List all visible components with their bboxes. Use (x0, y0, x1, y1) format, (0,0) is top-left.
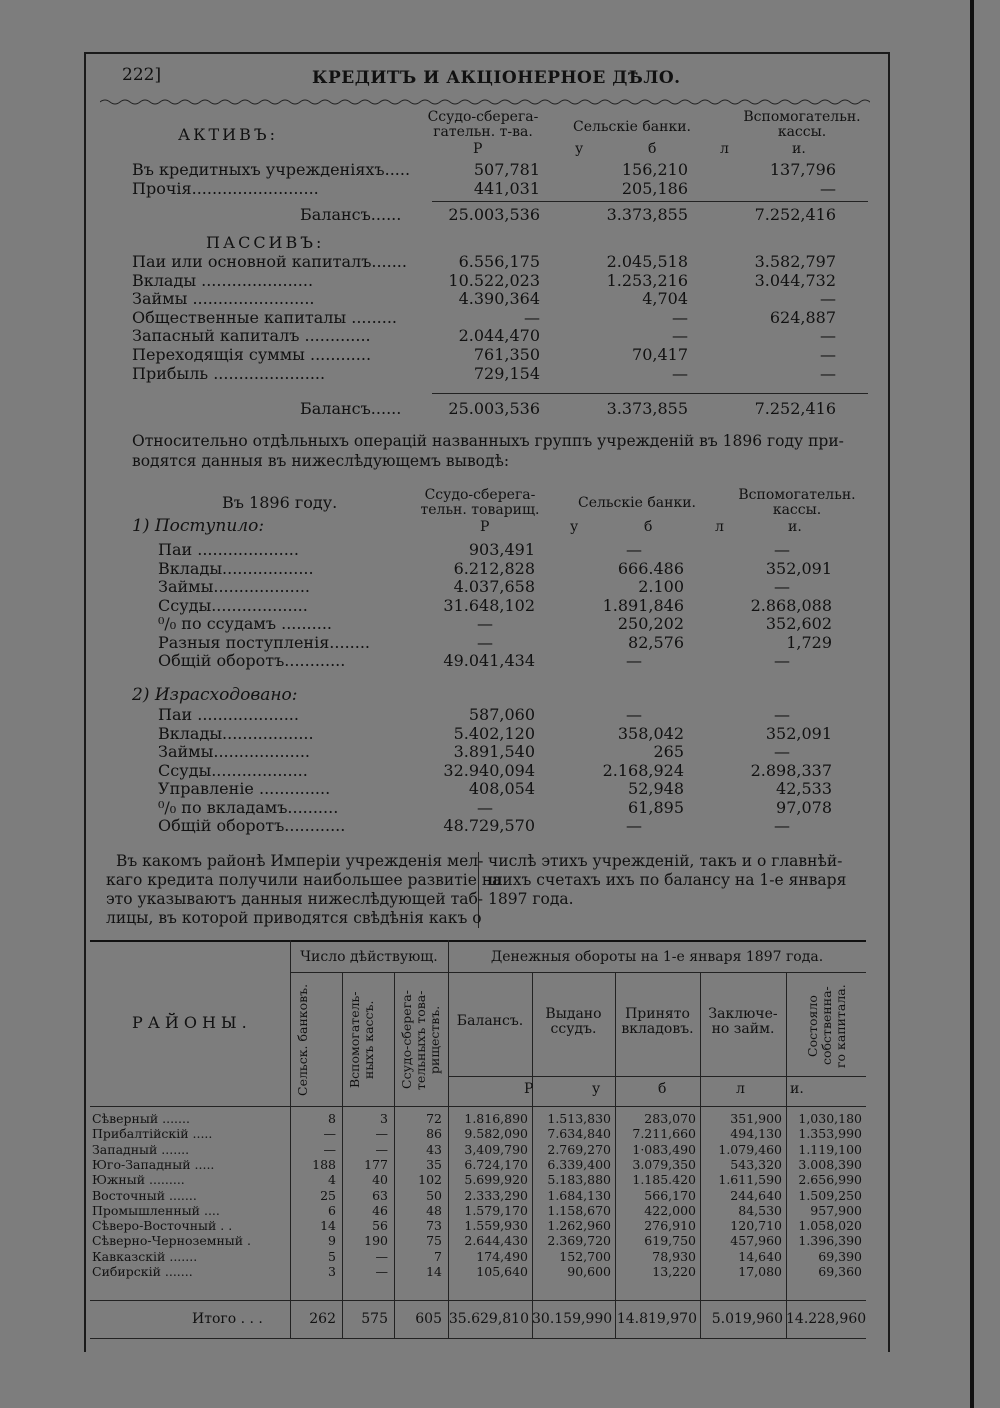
aktiv-row-value: 441,031 (473, 179, 540, 198)
ops-received-row-value: 2.868,088 (750, 595, 832, 615)
region-row-money: 566,170 (644, 1187, 696, 1203)
passiv-row-label: Займы ........................ (132, 289, 315, 309)
currency-letter: л (720, 141, 729, 157)
passiv-row-value: 1.253,216 (606, 270, 688, 290)
count-col-header: Ссудо-сберега- тельныхъ това- риществъ. (399, 990, 442, 1090)
aktiv-label: АКТИВЪ: (178, 125, 278, 144)
ops-received-row-value: — (774, 540, 790, 559)
region-row-money: 2.656,990 (798, 1172, 862, 1188)
total-money: 30.159,990 (532, 1311, 613, 1327)
region-row-name: Сѣверо-Восточный . . (92, 1218, 233, 1234)
text-left-1: Въ какомъ районѣ Имперіи учрежденія мел- (116, 852, 484, 870)
ops-received-row-value: 49.041,434 (443, 651, 535, 670)
total-money: 5.019,960 (711, 1311, 783, 1327)
region-row-money: 1.079,460 (718, 1141, 782, 1157)
ops-received-row-label: Ссуды................... (158, 595, 308, 615)
ops-received-row-value: 352,602 (765, 614, 832, 633)
region-row-count: 190 (364, 1233, 388, 1249)
region-row-money: 105,640 (476, 1264, 528, 1279)
ops-col-header: Сельскіе банки. (578, 495, 696, 511)
region-row-count: — (375, 1248, 388, 1264)
region-row-money: 1.509,250 (798, 1187, 862, 1203)
currency-letter: у (592, 1081, 601, 1097)
passiv-row-value: 6.556,175 (458, 252, 540, 271)
page-number: 222] (122, 65, 162, 85)
passiv-row-value: 624,887 (769, 307, 836, 327)
page-title: КРЕДИТЪ И АКЦІОНЕРНОЕ ДѢЛО. (312, 68, 681, 88)
ops-received-row-value: 82,576 (628, 632, 684, 652)
aktiv-row-value: 507,781 (473, 160, 540, 179)
ops-received-row-label: Займы................... (158, 577, 310, 596)
passiv-total-label: Балансъ...... (300, 399, 402, 418)
ops-col-header: Ссудо-сберега- (424, 487, 536, 503)
total-top-rule (90, 1300, 866, 1301)
region-row-money: 1·083,490 (632, 1141, 696, 1157)
passiv-row-value: 2.045,518 (606, 252, 688, 271)
currency-letter: б (648, 141, 657, 157)
ops-received-row-value: — (626, 651, 642, 670)
region-row-money: 1.058,020 (798, 1218, 862, 1234)
region-row-count: 3 (380, 1111, 388, 1126)
ops-spent-row-value: 3.891,540 (453, 742, 535, 761)
ops-received-row-label: ⁰/₀ по ссудамъ .......... (158, 614, 332, 633)
ops-received-row-label: Вклады.................. (158, 558, 314, 578)
region-row-count: 6 (328, 1202, 336, 1218)
region-row-count: — (375, 1264, 388, 1279)
total-count: 605 (415, 1311, 442, 1327)
passiv-total-value: 3.373,855 (606, 399, 688, 418)
currency-letter: б (644, 519, 653, 535)
money-col-header: вкладовъ. (621, 1021, 694, 1037)
region-row-money: 2.369,720 (547, 1233, 611, 1249)
region-row-count: 56 (372, 1218, 388, 1234)
region-row-count: — (323, 1141, 336, 1157)
region-row-money: 5.699,920 (464, 1172, 528, 1188)
region-row-count: 25 (320, 1187, 336, 1203)
currency-rule (448, 1076, 866, 1077)
page-frame-top (84, 52, 890, 54)
text-left-3: это указываютъ данныя нижеслѣдующей таб- (106, 890, 484, 908)
region-row-money: 3.079,350 (632, 1156, 696, 1172)
aktiv-total-value: 7.252,416 (754, 205, 836, 224)
passiv-row-value: 761,350 (473, 345, 540, 364)
region-row-money: 7.634,840 (547, 1126, 611, 1142)
region-row-name: Прибалтійскій ..... (92, 1126, 213, 1142)
group-header-rule (290, 972, 866, 973)
currency-letter: и. (788, 519, 802, 535)
ops-spent-row-value: 5.402,120 (453, 723, 535, 743)
passiv-row-value: 4,704 (642, 289, 688, 309)
book-edge (970, 0, 974, 1408)
region-row-money: 276,910 (644, 1218, 696, 1234)
ops-received-row-value: 4.037,658 (453, 577, 535, 596)
ops-spent-row-label: Паи .................... (158, 705, 299, 724)
region-row-name: Сѣверно-Черноземный . (92, 1233, 252, 1249)
region-row-count: 46 (372, 1202, 388, 1218)
region-row-money: 69,390 (818, 1248, 862, 1264)
ops-spent-row-value: — (774, 816, 790, 835)
region-row-name: Кавказскій ....... (92, 1248, 198, 1264)
ops-received-row-value: 31.648,102 (443, 595, 535, 615)
region-row-count: 9 (328, 1233, 336, 1249)
region-row-money: 1.513,830 (547, 1111, 611, 1126)
region-row-count: 40 (372, 1172, 388, 1188)
region-row-money: 1.262,960 (547, 1218, 611, 1234)
ops-spent-row-value: — (626, 705, 642, 724)
region-row-count: 86 (426, 1126, 442, 1142)
region-row-money: 494,130 (730, 1126, 782, 1142)
ops-received-row-value: — (626, 540, 642, 559)
currency-letter: Р (524, 1081, 534, 1097)
region-row-money: 543,320 (730, 1156, 782, 1172)
region-row-money: 1.158,670 (547, 1202, 611, 1218)
region-row-money: 6.339,400 (547, 1156, 611, 1172)
ops-spent-row-value: 2.898,337 (750, 760, 832, 780)
ops-year-label: Въ 1896 году. (222, 493, 338, 512)
passiv-row-value: — (820, 289, 836, 309)
passiv-label: ПАССИВЪ: (206, 233, 325, 252)
ops-received-row-label: Общій оборотъ............ (158, 651, 346, 670)
region-row-count: 7 (434, 1248, 442, 1264)
currency-letter: у (575, 141, 584, 157)
ops-spent-row-value: 61,895 (628, 797, 684, 817)
ops-section-spent: 2) Израсходовано: (132, 685, 298, 705)
currency-letter: Р (473, 141, 483, 157)
ops-spent-row-value: — (626, 816, 642, 835)
passiv-row-value: — (820, 326, 836, 346)
ops-spent-row-label: Общій оборотъ............ (158, 816, 346, 835)
total-count: 262 (309, 1311, 336, 1327)
region-row-name: Промышленный .... (92, 1202, 220, 1218)
passiv-row-label: Паи или основной капиталъ....... (132, 252, 407, 271)
header-bottom-rule (90, 1106, 866, 1107)
region-row-money: 2.644,430 (464, 1233, 528, 1249)
region-row-money: 3,409,790 (464, 1141, 528, 1157)
money-col-header: Принято (625, 1006, 690, 1022)
passiv-row-value: 3.582,797 (754, 252, 836, 271)
region-row-count: 50 (426, 1187, 442, 1203)
passiv-row-value: — (820, 363, 836, 383)
text-right-2: шихъ счетахъ ихъ по балансу на 1-е января (488, 871, 847, 889)
region-row-money: 422,000 (644, 1202, 696, 1218)
money-col-header: ссудъ. (550, 1021, 597, 1037)
page-frame-left (84, 52, 86, 1352)
aktiv-row-label: Въ кредитныхъ учрежденіяхъ..... (132, 160, 411, 179)
ops-spent-row-value: 587,060 (468, 705, 535, 724)
region-row-money: 1.611,590 (718, 1172, 782, 1188)
count-col-header: Сельск. банковъ. (295, 983, 310, 1097)
region-row-count: 72 (426, 1111, 442, 1126)
ops-spent-row-value: 2.168,924 (602, 760, 684, 780)
passiv-row-label: Запасный капиталъ ............. (132, 326, 371, 346)
ops-received-row-value: 1.891,846 (602, 595, 684, 615)
intro-line-2: водятся данныя въ нижеслѣдующемъ выводѣ: (132, 452, 510, 470)
region-row-money: 619,750 (644, 1233, 696, 1249)
region-row-count: — (323, 1126, 336, 1142)
money-col-header: но займ. (711, 1021, 775, 1037)
region-row-money: 1.185.420 (632, 1172, 696, 1188)
ops-spent-row-value: 265 (653, 742, 684, 761)
region-row-count: 102 (418, 1172, 442, 1188)
region-row-count: — (375, 1126, 388, 1142)
region-row-money: 1.579,170 (464, 1202, 528, 1218)
region-row-money: 1.816,890 (464, 1111, 528, 1126)
ops-spent-row-value: — (774, 705, 790, 724)
total-label: Итого . . . (192, 1311, 263, 1327)
intro-line-1: Относительно отдѣльныхъ операцій названныхъ группъ учрежденій въ 1896 году при- (132, 432, 844, 450)
ops-spent-row-label: Вклады.................. (158, 723, 314, 743)
region-row-count: 35 (426, 1156, 442, 1172)
passiv-row-value: 4.390,364 (458, 289, 540, 309)
total-count: 575 (361, 1311, 388, 1327)
region-row-name: Восточный ....... (92, 1187, 197, 1203)
balance-col-header: кассы. (777, 124, 827, 140)
currency-letter: б (658, 1081, 667, 1097)
currency-letter: и. (790, 1081, 804, 1097)
ops-received-row-value: — (477, 614, 493, 633)
region-row-money: 957,900 (810, 1202, 862, 1218)
region-row-money: 120,710 (730, 1218, 782, 1234)
aktiv-total-value: 3.373,855 (606, 205, 688, 224)
aktiv-row-value: 205,186 (621, 179, 688, 198)
aktiv-rule (432, 201, 868, 202)
region-row-count: 14 (426, 1264, 442, 1279)
passiv-row-label: Общественные капиталы ......... (132, 307, 398, 327)
passiv-row-value: — (672, 307, 688, 327)
region-row-count: 5 (328, 1248, 336, 1264)
region-row-money: 7.211,660 (632, 1126, 696, 1142)
regions-header: РАЙОНЫ. (132, 1013, 252, 1032)
region-row-count: 8 (328, 1111, 336, 1126)
money-col-header: Балансъ. (456, 1013, 524, 1029)
region-row-count: 188 (312, 1156, 336, 1172)
ops-spent-row-value: 48.729,570 (443, 816, 535, 835)
region-row-name: Юго-Западный ..... (92, 1156, 215, 1172)
region-row-count: 75 (426, 1233, 442, 1249)
region-row-money: 457,960 (730, 1233, 782, 1249)
region-row-money: 17,080 (738, 1264, 782, 1279)
region-row-count: 3 (328, 1264, 336, 1279)
ops-spent-row-value: 42,533 (776, 779, 832, 798)
region-row-money: 13,220 (652, 1264, 696, 1279)
region-row-money: 244,640 (730, 1187, 782, 1203)
money-group-header: Денежныя обороты на 1-е января 1897 года. (490, 949, 824, 965)
money-col-header: Заключе- (708, 1006, 778, 1022)
table-top-rule (90, 940, 866, 942)
region-row-money: 1.353,990 (798, 1126, 862, 1142)
ops-col-header: кассы. (772, 502, 822, 518)
passiv-row-value: — (524, 307, 540, 327)
passiv-row-value: — (820, 345, 836, 364)
passiv-row-value: 2.044,470 (458, 326, 540, 346)
ops-col-header: тельн. товарищ. (420, 502, 540, 518)
aktiv-row-value: 137,796 (769, 160, 836, 179)
region-row-money: 1.119,100 (798, 1141, 862, 1157)
balance-col-header: Вспомогательн. (743, 109, 861, 125)
passiv-row-value: 3.044,732 (754, 270, 836, 290)
passiv-row-value: 10.522,023 (448, 270, 540, 290)
table-bottom-rule (90, 1338, 866, 1339)
region-row-count: 43 (426, 1141, 442, 1157)
ops-spent-row-value: — (477, 797, 493, 817)
ops-spent-row-value: 352,091 (765, 723, 832, 743)
region-row-money: 174,490 (476, 1248, 528, 1264)
passiv-total-value: 25.003,536 (448, 399, 540, 418)
balance-col-header: Сельскіе банки. (573, 119, 691, 135)
ops-received-row-value: 6.212,828 (453, 558, 535, 578)
money-col-header: Состояло собственна- го капитала. (805, 984, 848, 1068)
ops-spent-row-value: 32.940,094 (443, 760, 535, 780)
text-right-3: 1897 года. (488, 890, 574, 908)
region-row-count: 14 (320, 1218, 336, 1234)
passiv-row-value: — (672, 326, 688, 346)
count-col-header: Вспомогатель- ныхъ кассъ. (347, 991, 376, 1089)
region-row-money: 152,700 (559, 1248, 611, 1264)
ops-spent-row-value: 408,054 (468, 779, 535, 798)
ops-spent-row-label: Управленіе .............. (158, 779, 331, 798)
region-row-count: 177 (364, 1156, 388, 1172)
ops-received-row-value: 250,202 (617, 614, 684, 633)
region-row-money: 283,070 (644, 1111, 696, 1126)
region-row-count: 73 (426, 1218, 442, 1234)
text-left-2: каго кредита получили наибольшее развитіе на (106, 871, 502, 889)
ops-spent-row-value: — (774, 742, 790, 761)
region-row-money: 1.559,930 (464, 1218, 528, 1234)
region-row-money: 14,640 (738, 1248, 782, 1264)
region-row-count: 4 (328, 1172, 336, 1188)
region-row-name: Западный ....... (92, 1141, 190, 1157)
region-row-money: 5.183,880 (547, 1172, 611, 1188)
passiv-row-value: 70,417 (632, 345, 688, 364)
passiv-rule (432, 393, 868, 394)
ops-received-row-value: 2.100 (638, 577, 684, 596)
total-money: 14.819,970 (616, 1311, 697, 1327)
ops-received-row-value: 903,491 (468, 540, 535, 559)
text-right-1: числѣ этихъ учрежденій, такъ и о главнѣй- (488, 852, 843, 870)
region-row-money: 2.769,270 (547, 1141, 611, 1157)
ops-spent-row-value: 52,948 (628, 779, 684, 798)
ops-received-row-value: — (477, 632, 493, 652)
ops-received-row-value: 666.486 (617, 558, 684, 578)
passiv-row-label: Вклады ...................... (132, 270, 314, 290)
ops-received-row-value: 1,729 (786, 632, 832, 652)
passiv-row-label: Переходящія суммы ............ (132, 345, 372, 364)
region-row-name: Сѣверный ....... (92, 1111, 190, 1126)
region-row-money: 351,900 (730, 1111, 782, 1126)
text-left-4: лицы, въ которой приводятся свѣдѣнія какъ о (106, 909, 482, 927)
region-row-money: 3.008,390 (798, 1156, 862, 1172)
region-row-money: 1,030,180 (798, 1111, 862, 1126)
region-row-money: 69,360 (818, 1264, 862, 1279)
count-group-header: Число дѣйствующ. (300, 949, 438, 965)
region-row-name: Сибирскій ....... (92, 1264, 193, 1279)
wavy-divider (100, 98, 870, 106)
aktiv-row-label: Прочія......................... (132, 179, 319, 198)
region-row-name: Южный ......... (92, 1172, 185, 1188)
region-row-count: 63 (372, 1187, 388, 1203)
balance-col-header: гательн. т-ва. (433, 124, 533, 140)
ops-spent-row-label: ⁰/₀ по вкладамъ.......... (158, 797, 339, 817)
region-row-money: 2.333,290 (464, 1187, 528, 1203)
currency-letter: и. (792, 141, 806, 157)
passiv-row-value: 729,154 (473, 363, 540, 383)
ops-received-row-value: — (774, 651, 790, 670)
passiv-row-label: Прибыль ...................... (132, 363, 326, 383)
total-money: 14.228,960 (786, 1311, 867, 1327)
ops-spent-row-value: 97,078 (776, 797, 832, 817)
ops-received-row-value: — (774, 577, 790, 596)
currency-letter: Р (480, 519, 490, 535)
passiv-row-value: — (672, 363, 688, 383)
currency-letter: л (715, 519, 724, 535)
aktiv-total-value: 25.003,536 (448, 205, 540, 224)
ops-received-row-label: Разныя поступленія........ (158, 632, 370, 652)
ops-section-received: 1) Поступило: (132, 516, 265, 536)
balance-col-header: Ссудо-сберега- (427, 109, 539, 125)
region-row-money: 9.582,090 (464, 1126, 528, 1142)
passiv-total-value: 7.252,416 (754, 399, 836, 418)
region-row-money: 78,930 (652, 1248, 696, 1264)
aktiv-row-value: 156,210 (621, 160, 688, 179)
ops-received-row-value: 352,091 (765, 558, 832, 578)
ops-received-row-label: Паи .................... (158, 540, 299, 559)
ops-col-header: Вспомогательн. (738, 487, 856, 503)
currency-letter: у (570, 519, 579, 535)
ops-spent-row-value: 358,042 (617, 723, 684, 743)
ops-spent-row-label: Займы................... (158, 742, 310, 761)
money-col-header: Выдано (545, 1006, 602, 1022)
region-row-money: 84,530 (738, 1202, 782, 1218)
region-row-count: 48 (426, 1202, 442, 1218)
ops-spent-row-label: Ссуды................... (158, 760, 308, 780)
region-row-money: 1.396,390 (798, 1233, 862, 1249)
currency-letter: л (736, 1081, 745, 1097)
region-row-money: 6.724,170 (464, 1156, 528, 1172)
region-row-money: 1.684,130 (547, 1187, 611, 1203)
aktiv-row-value: — (820, 179, 836, 198)
region-row-money: 90,600 (567, 1264, 611, 1279)
aktiv-total-label: Балансъ...... (300, 205, 402, 224)
region-row-count: — (375, 1141, 388, 1157)
page-frame-right (888, 52, 890, 1352)
total-money: 35.629,810 (448, 1311, 529, 1327)
